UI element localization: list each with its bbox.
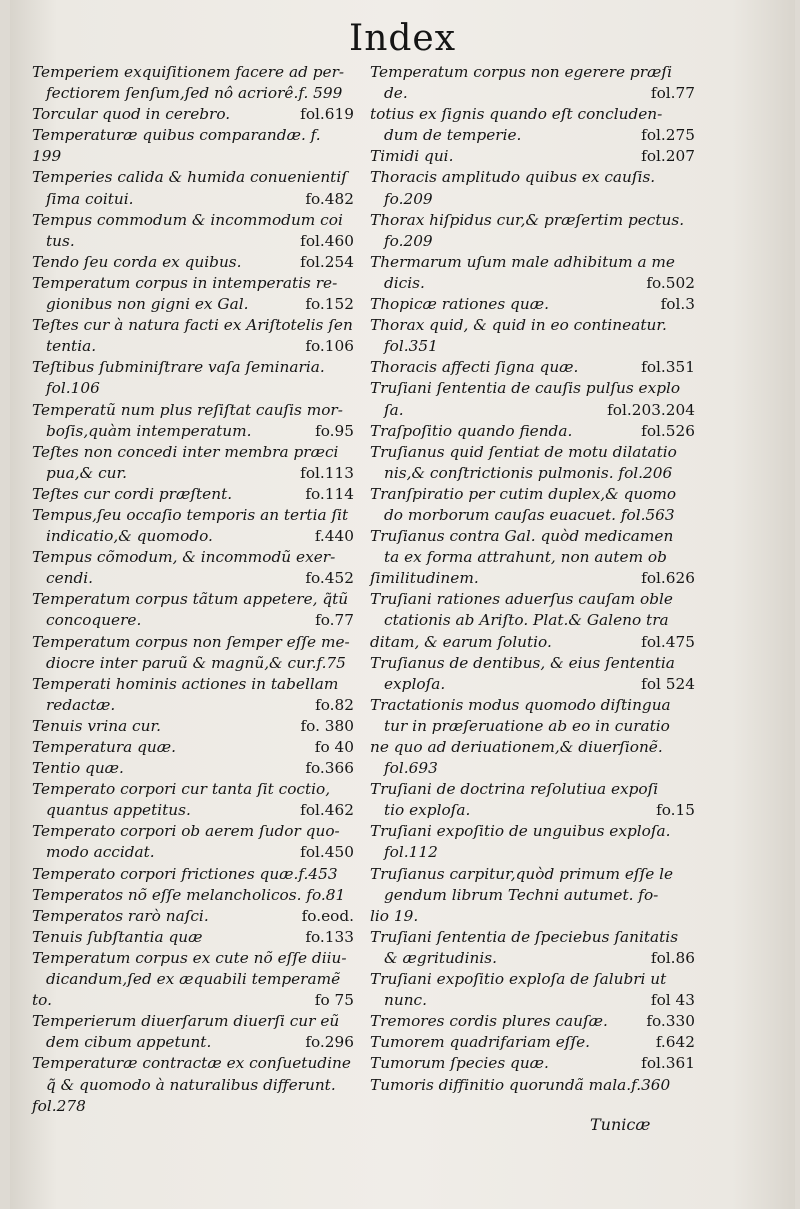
index-entry (32, 948, 354, 990)
entry-continuation (32, 104, 354, 125)
folio-reference: fo.77 (315, 611, 354, 630)
entry-continuation (370, 990, 695, 1011)
entry-line: quantus appetitus. (46, 801, 191, 820)
entry-line: Temperies calida & humida conuenientiſ (32, 168, 347, 187)
index-entry (370, 104, 695, 146)
entry-line: fol.278 (32, 1096, 86, 1115)
entry-line: fol.693 (384, 759, 438, 778)
entry-line: Temperati hominis actiones in tabellam (32, 674, 339, 693)
entry-line: Teſtes cur cordi præſtent. (32, 484, 233, 503)
index-entry (370, 167, 695, 209)
entry-line: q̃ & quomodo à naturalibus differunt. (46, 1075, 336, 1094)
entry-line: tio exploſa. (384, 801, 471, 820)
entry-line: boſis,quàm intemperatum. (46, 421, 252, 440)
index-entry (370, 695, 695, 737)
entry-line: pua,& cur. (46, 463, 128, 482)
index-entry (32, 589, 354, 631)
index-entry (32, 990, 354, 1011)
entry-continuation (370, 336, 695, 357)
entry-line: ſimilitudinem. (370, 569, 479, 588)
entry-continuation (370, 294, 695, 315)
entry-continuation (32, 695, 354, 716)
entry-line: Temperaturæ contractæ ex conſuetudine (32, 1054, 351, 1073)
entry-line: modo accidat. (46, 843, 155, 862)
entry-line: ctationis ab Ariſto. Plat.& Galeno tra (384, 611, 669, 630)
entry-continuation (370, 842, 695, 863)
entry-line: gendum librum Techni autumet. fo- (384, 885, 659, 904)
entry-line: ſa. (384, 400, 404, 419)
index-entry (370, 526, 695, 568)
entry-continuation (32, 378, 354, 399)
entry-continuation (370, 716, 695, 737)
index-entry (32, 62, 354, 104)
entry-line: Temperaturæ quibus comparandæ. f. 199 (32, 126, 321, 166)
entry-line: Tentio quæ. (32, 759, 124, 778)
index-entry (32, 885, 354, 906)
entry-line: Thermarum uſum male adhibitum a me (370, 252, 675, 271)
index-entry (32, 273, 354, 315)
folio-reference: fol.526 (641, 421, 695, 440)
entry-line: Truſianus de dentibus, & eius ſententia (370, 653, 675, 672)
folio-reference: fol.361 (641, 1054, 695, 1073)
entry-continuation (32, 716, 354, 737)
index-entry (32, 400, 354, 442)
index-entry (370, 864, 695, 906)
folio-reference: fol.207 (641, 147, 695, 166)
folio-reference: fo.482 (305, 189, 354, 208)
index-entry (32, 505, 354, 547)
entry-continuation (32, 421, 354, 442)
entry-line: Thopicæ rationes quæ. (370, 295, 549, 314)
entry-continuation (370, 400, 695, 421)
entry-line: Torcular quod in cerebro. (32, 105, 231, 124)
entry-continuation (370, 421, 695, 442)
entry-line: Temperatum corpus in intemperatis re- (32, 273, 338, 292)
index-entry (32, 252, 354, 273)
entry-line: Teſtes non concedi inter membra præci (32, 442, 339, 461)
entry-line: Teſtes cur à natura facti ex Ariſtotelis ſen (32, 316, 353, 335)
entry-continuation (32, 927, 354, 948)
entry-line: Thorax quid, & quid in eo contineatur. (370, 316, 667, 335)
entry-line: ditam, & earum ſolutio. (370, 632, 552, 651)
index-entry (370, 969, 695, 1011)
index-entry (370, 906, 695, 927)
folio-reference: fol.77 (650, 84, 695, 103)
entry-line: Traſpoſitio quando fienda. (370, 421, 573, 440)
entry-line: nunc. (384, 991, 427, 1010)
folio-reference: fo.eod. (301, 906, 354, 925)
entry-continuation (370, 1011, 695, 1032)
index-entry (32, 821, 354, 863)
entry-continuation (32, 969, 354, 990)
entry-line: Temperatura quæ. (32, 738, 177, 756)
entry-line: Truſianus carpitur,quòd primum eſſe le (370, 864, 674, 883)
entry-continuation (32, 231, 354, 252)
entry-line: diocre inter paruũ & magnũ,& cur.f.75 (46, 653, 346, 672)
index-entry (32, 315, 354, 357)
entry-continuation (32, 568, 354, 589)
entry-continuation (370, 357, 695, 378)
entry-line: Temperatũ num plus reſiſtat cauſis mor- (32, 400, 343, 419)
entry-line: Tenuis vrina cur. (32, 716, 161, 735)
entry-line: Truſiani ſententia de ſpeciebus ſanitatis (370, 927, 679, 946)
folio-reference: fo 75 (314, 991, 354, 1010)
entry-line: ſima coitui. (46, 189, 134, 208)
entry-continuation (32, 758, 354, 779)
index-entry (370, 1075, 695, 1096)
index-entry (370, 252, 695, 294)
entry-line: Tumorum ſpecies quæ. (370, 1054, 549, 1073)
entry-line: ta ex forma attrahunt, non autem ob (384, 548, 667, 567)
folio-reference: fo 40 (314, 738, 354, 756)
entry-continuation (370, 83, 695, 104)
folio-reference: fo.502 (646, 273, 695, 292)
folio-reference: fol.203.204 (607, 400, 695, 419)
entry-continuation (370, 125, 695, 146)
entry-line: indicatio,& quomodo. (46, 527, 213, 546)
entry-line: & ægritudinis. (384, 948, 497, 967)
entry-line: Tractationis modus quomodo diſtingua (370, 695, 671, 714)
index-entry (370, 210, 695, 252)
folio-reference: fol.3 (660, 295, 695, 314)
index-entry (32, 737, 354, 758)
index-entry (32, 674, 354, 716)
entry-line: Temperatos rarò naſci. (32, 906, 209, 925)
entry-line: Truſiani rationes aduerſus cauſam oble (370, 590, 673, 609)
entry-line: Temperierum diuerſarum diuerſi cur eũ (32, 1012, 340, 1031)
entry-line: fol.106 (46, 379, 100, 398)
entry-line: ne quo ad deriuationem,& diuerſionẽ. (370, 738, 663, 756)
entry-line: Tumorem quadrifariam eſſe. (370, 1033, 591, 1052)
entry-line: Temperato corpori ob aerem ſudor quo- (32, 822, 340, 841)
entry-continuation (370, 800, 695, 821)
entry-line: dem cibum appetunt. (46, 1033, 212, 1052)
folio-reference: fol.275 (641, 126, 695, 145)
entry-line: Temperatos nõ eſſe melancholicos. fo.81 (32, 885, 346, 904)
entry-continuation (32, 990, 354, 1011)
folio-reference: fo.133 (305, 927, 354, 946)
entry-continuation (32, 800, 354, 821)
entry-line: Truſiani de doctrina reſolutiua expoſi (370, 780, 659, 799)
entry-line: de. (384, 84, 408, 103)
entry-line: Thoracis amplitudo quibus ex cauſis. (370, 168, 656, 187)
entry-line: fol.351 (384, 337, 438, 356)
folio-reference: fol.475 (641, 632, 695, 651)
entry-continuation (32, 842, 354, 863)
entry-line: exploſa. (384, 674, 446, 693)
index-entry (32, 210, 354, 252)
entry-continuation (370, 674, 695, 695)
entry-line: Truſiani expoſitio exploſa de ſalubri ut (370, 970, 667, 989)
entry-line: to. (32, 991, 52, 1010)
entry-line: Tenuis ſubſtantia quæ (32, 927, 203, 946)
index-entry (370, 484, 695, 526)
entry-line: Truſiani expoſitio de unguibus exploſa. (370, 822, 671, 841)
entry-line: tus. (46, 231, 75, 250)
entry-line: dicis. (384, 273, 425, 292)
folio-reference: fol.460 (300, 231, 354, 250)
entry-continuation (32, 906, 354, 927)
index-entry (32, 864, 354, 885)
index-entry (370, 568, 695, 589)
entry-continuation (32, 484, 354, 505)
entry-line: Thoracis affecti ſigna quæ. (370, 358, 579, 377)
entry-line: cendi. (46, 569, 94, 588)
entry-line: nis,& conſtrictionis pulmonis. fol.206 (384, 463, 673, 482)
entry-line: Tranſpiratio per cutim duplex,& quomo (370, 484, 677, 503)
index-entry (370, 315, 695, 357)
index-entry (32, 779, 354, 821)
catchword: Tunicæ (590, 1115, 651, 1134)
entry-line: Tempus,ſeu occaſio temporis an tertia ſit (32, 505, 349, 524)
entry-line: Temperato corpori frictiones quæ.f.453 (32, 864, 338, 883)
right-column (370, 62, 695, 1096)
index-entry (32, 442, 354, 484)
entry-line: Temperatum corpus ex cute nõ eſſe diiu- (32, 948, 347, 967)
entry-line: Temperatum corpus non ſemper eſſe me- (32, 632, 350, 651)
entry-continuation (370, 885, 695, 906)
entry-continuation (32, 294, 354, 315)
entry-line: Tendo ſeu corda ex quibus. (32, 252, 242, 271)
entry-continuation (370, 505, 695, 526)
folio-reference: fo.152 (305, 295, 354, 314)
entry-line: Temperato corpori cur tanta ſit coctio, (32, 780, 331, 799)
index-entry (32, 632, 354, 674)
entry-line: totius ex ſignis quando eſt concluden- (370, 105, 663, 124)
entry-continuation (370, 568, 695, 589)
entry-continuation (370, 231, 695, 252)
page-title: Index (348, 18, 457, 59)
entry-continuation (370, 547, 695, 568)
index-entry (370, 821, 695, 863)
entry-continuation (370, 1053, 695, 1074)
index-entry (32, 1096, 354, 1117)
folio-reference: fol.113 (300, 463, 354, 482)
index-entry (370, 927, 695, 969)
index-entry (32, 1011, 354, 1053)
index-entry (32, 927, 354, 948)
index-entry (32, 104, 354, 125)
entry-line: Tumoris diffinitio quorundã mala.f.360 (370, 1075, 671, 1094)
index-entry (370, 442, 695, 484)
index-entry (370, 421, 695, 442)
index-entry (370, 357, 695, 378)
entry-continuation (32, 252, 354, 273)
entry-continuation (370, 1032, 695, 1053)
folio-reference: fo.15 (656, 801, 695, 820)
entry-line: fo.209 (384, 231, 433, 250)
entry-line: fo.209 (384, 189, 433, 208)
entry-continuation (32, 1032, 354, 1053)
folio-reference: fo.114 (305, 484, 354, 503)
entry-continuation (370, 758, 695, 779)
entry-continuation (32, 526, 354, 547)
index-entry (32, 1053, 354, 1095)
entry-continuation (32, 610, 354, 631)
entry-line: Truſiani ſententia de cauſis pulſus explo (370, 379, 681, 398)
index-entry (370, 779, 695, 821)
index-entry (370, 653, 695, 695)
entry-line: do morborum cauſas euacuet. fol.563 (384, 505, 675, 524)
entry-continuation (32, 463, 354, 484)
entry-line: tentia. (46, 337, 97, 356)
entry-line: Teſtibus ſubminiſtrare vaſa ſeminaria. (32, 358, 325, 377)
entry-line: Tremores cordis plures cauſæ. (370, 1012, 608, 1031)
entry-line: Timidi qui. (370, 147, 454, 166)
entry-line: tur in præſeruatione ab eo in curatio (384, 716, 670, 735)
folio-reference: fo.330 (646, 1012, 695, 1031)
folio-reference: fo.452 (305, 569, 354, 588)
entry-continuation (370, 463, 695, 484)
index-entry (370, 632, 695, 653)
entry-line: Tempus commodum & incommodum coi (32, 210, 343, 229)
index-entry (32, 357, 354, 399)
index-entry (32, 716, 354, 737)
entry-continuation (370, 948, 695, 969)
index-entry (32, 906, 354, 927)
index-entry (370, 1053, 695, 1074)
index-entry (370, 1011, 695, 1032)
index-entry (370, 146, 695, 167)
entry-line: Thorax hiſpidus cur,& præſertim pectus. (370, 210, 685, 229)
index-entry (370, 1032, 695, 1053)
folio-reference: fol.450 (300, 843, 354, 862)
index-entry (32, 125, 354, 167)
folio-reference: fo. 380 (300, 716, 354, 735)
folio-reference: fol.619 (300, 105, 354, 124)
folio-reference: fo.366 (305, 759, 354, 778)
folio-reference: fol.351 (641, 358, 695, 377)
folio-reference: fo.106 (305, 337, 354, 356)
entry-line: Temperatum corpus non egerere præſi (370, 63, 672, 81)
entry-line: Truſianus contra Gal. quòd medicamen (370, 527, 674, 546)
folio-reference: f.440 (314, 527, 354, 546)
index-entry (370, 589, 695, 631)
entry-continuation (32, 653, 354, 674)
entry-line: dicandum,ſed ex æquabili temperamẽ (46, 970, 341, 989)
entry-continuation (32, 336, 354, 357)
entry-line: lio 19. (370, 906, 419, 925)
folio-reference: fo.82 (315, 695, 354, 714)
entry-continuation (32, 83, 354, 104)
book-page (10, 0, 795, 1209)
entry-line: fectiorem ſenſum,ſed nô acriorê.f. 599 (46, 84, 343, 103)
index-entry (370, 378, 695, 420)
folio-reference: fo.95 (315, 421, 354, 440)
entry-line: concoquere. (46, 611, 142, 630)
entry-continuation (370, 610, 695, 631)
entry-continuation (370, 273, 695, 294)
entry-line: redactæ. (46, 695, 116, 714)
index-entry (32, 167, 354, 209)
entry-line: gionibus non gigni ex Gal. (46, 295, 249, 314)
entry-line: Tempus cõmodum, & incommodũ exer- (32, 548, 336, 567)
folio-reference: fo.296 (305, 1033, 354, 1052)
entry-continuation (370, 146, 695, 167)
folio-reference: fol.462 (300, 801, 354, 820)
entry-continuation (32, 189, 354, 210)
index-entry (370, 737, 695, 779)
entry-continuation (32, 737, 354, 758)
folio-reference: fol 43 (650, 991, 695, 1010)
entry-line: Truſianus quid ſentiat de motu dilatatio (370, 442, 677, 461)
folio-reference: fol.86 (650, 948, 695, 967)
entry-line: Temperiem exquiſitionem facere ad per- (32, 63, 345, 81)
folio-reference: fol 524 (641, 674, 695, 693)
index-entry (32, 484, 354, 505)
entry-continuation (32, 1075, 354, 1096)
entry-line: Temperatum corpus tãtum appetere, q̃tũ (32, 590, 349, 609)
folio-reference: f.642 (655, 1033, 695, 1052)
folio-reference: fol.254 (300, 252, 354, 271)
entry-line: fol.112 (384, 843, 438, 862)
index-entry (32, 758, 354, 779)
folio-reference: fol.626 (641, 569, 695, 588)
index-entry (370, 294, 695, 315)
entry-continuation (370, 189, 695, 210)
entry-continuation (370, 632, 695, 653)
entry-line: dum de temperie. (384, 126, 522, 145)
left-column (32, 62, 354, 1117)
index-entry (370, 62, 695, 104)
index-entry (32, 547, 354, 589)
